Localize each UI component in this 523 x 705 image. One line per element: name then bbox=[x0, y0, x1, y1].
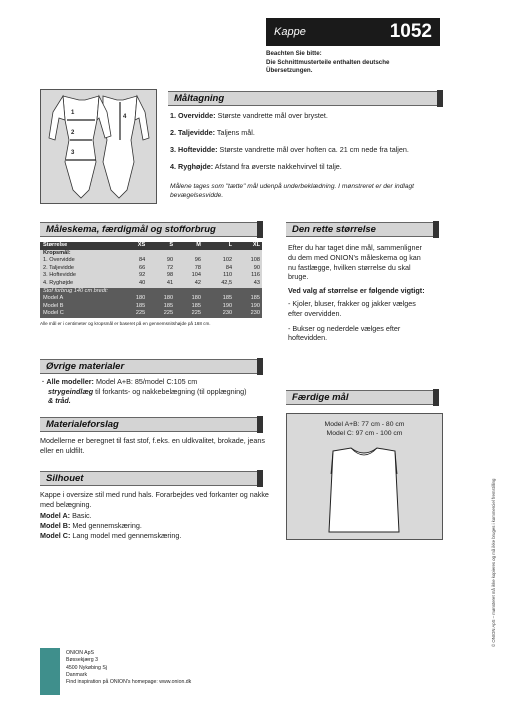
measurement-item: 2. Taljevidde: Taljens mål. bbox=[170, 128, 255, 137]
silhouette-text: Kappe i oversize stil med rund hals. Forarbejdes ved forkanter og nakke med belægning. Model A: Basic. Model B: Med gennemskæring. Model C: Lang model med gennemskæring. bbox=[40, 490, 269, 541]
table-section-row: Stof forbrug 140 cm bredt: bbox=[40, 288, 262, 296]
section-bar-rette bbox=[286, 222, 434, 237]
finished-measure-line: Model A+B: 77 cm - 80 cm bbox=[324, 421, 405, 428]
table-header-row: Størrelse XS S M L XL bbox=[40, 242, 262, 250]
figure-number: 3 bbox=[71, 150, 75, 156]
other-materials-text: · Alle modeller: Model A+B: 85/model C:105 cm strygeindlæg til forkants- og nakkebelægning (til opplægning) & tråd. bbox=[42, 377, 247, 406]
section-title: Færdige mål bbox=[292, 392, 349, 403]
product-number: 1052 bbox=[389, 21, 432, 42]
garment-outline-icon bbox=[287, 414, 442, 539]
section-title: Silhouet bbox=[46, 473, 84, 484]
table-row: 4. Ryghøjde 40 41 42 42,5 43 bbox=[40, 280, 262, 288]
section-bar-materialeforslag bbox=[40, 417, 258, 432]
german-note: Beachten Sie bitte: Die Schnittmusterteile enthalten deutsche Übersetzungen. bbox=[266, 50, 390, 74]
footer-address: ONION ApS Bøssekjærg 3 4500 Nykøbing Sj Danmark Find inspiration på ONION's homepage: www.onion.dk bbox=[66, 650, 192, 686]
table-row: 3. Hoftevidde 92 98 104 110 116 bbox=[40, 272, 262, 280]
copyright-side-note: © ONION ApS – mønsteret må ikke kopieres og må ikke bruges i kommerciel fremstilling bbox=[491, 478, 496, 647]
measurement-note: Målene tages som "tætte" mål udenpå underbeklædning. I mønstreret er der indlagt bevægelsesvidde. bbox=[170, 183, 415, 199]
table-row: Model A 180 180 180 185 185 bbox=[40, 295, 262, 303]
figure-number: 1 bbox=[71, 110, 75, 116]
finished-measure-line: Model C: 97 cm - 100 cm bbox=[326, 430, 403, 437]
section-title: Materialeforslag bbox=[46, 419, 119, 430]
section-bar-maaleskema bbox=[40, 222, 258, 237]
measurement-list bbox=[170, 111, 455, 172]
footer-teal-block bbox=[40, 648, 60, 695]
section-title: Måleskema, færdigmål og stofforbrug bbox=[46, 224, 216, 235]
measurement-item: 1. Overvidde: Største vandrette mål over brystet. bbox=[170, 111, 328, 120]
figure-number: 4 bbox=[123, 114, 127, 120]
section-title: Den rette størrelse bbox=[292, 224, 376, 235]
product-name: Kappe bbox=[274, 26, 306, 38]
product-header bbox=[266, 18, 440, 46]
measurement-item: 4. Ryghøjde: Afstand fra øverste nakkehvirvel til talje. bbox=[170, 162, 342, 171]
finished-measure-figure bbox=[286, 413, 443, 540]
table-footnote: Alle mål er i centimeter og kropsmål er baseret på en gennemsnitshøjde på 168 cm. bbox=[40, 320, 211, 326]
right-size-text: Efter du har taget dine mål, sammenligner du dem med ONION's måleskema og kan nu fastlægge, hvilken størrelse du skal bruge. Ved valg af størrelse er følgende vigtigt: - Kjoler, bluser, frakker og jakker vælges efter overvidden. - Bukser og nederdele vælges efter hoftevidden. bbox=[288, 243, 425, 343]
section-title: Øvrige materialer bbox=[46, 361, 125, 372]
figure-number: 2 bbox=[71, 130, 75, 136]
section-bar-ovrige bbox=[40, 359, 258, 374]
table-row: 1. Overvidde 84 90 96 102 108 bbox=[40, 257, 262, 265]
section-bar-faerdige bbox=[286, 390, 434, 405]
table-row: 2. Taljevidde 66 72 78 84 90 bbox=[40, 265, 262, 273]
section-bar-silhouet bbox=[40, 471, 258, 486]
section-title: Måltagning bbox=[174, 93, 225, 104]
table-row: Model B 185 185 185 190 190 bbox=[40, 303, 262, 311]
section-bar-maaltagning bbox=[168, 91, 438, 106]
table-section-row: Kropsmål: bbox=[40, 250, 262, 258]
measurement-item: 3. Hoftevidde: Største vandrette mål over hoften ca. 21 cm nede fra taljen. bbox=[170, 145, 409, 154]
material-suggestion-text: Modellerne er beregnet til fast stof, f.eks. en uldkvalitet, brokade, jeans eller en uldfilt. bbox=[40, 436, 265, 455]
size-table bbox=[40, 242, 262, 327]
table-row: Model C 225 225 225 230 230 bbox=[40, 310, 262, 318]
